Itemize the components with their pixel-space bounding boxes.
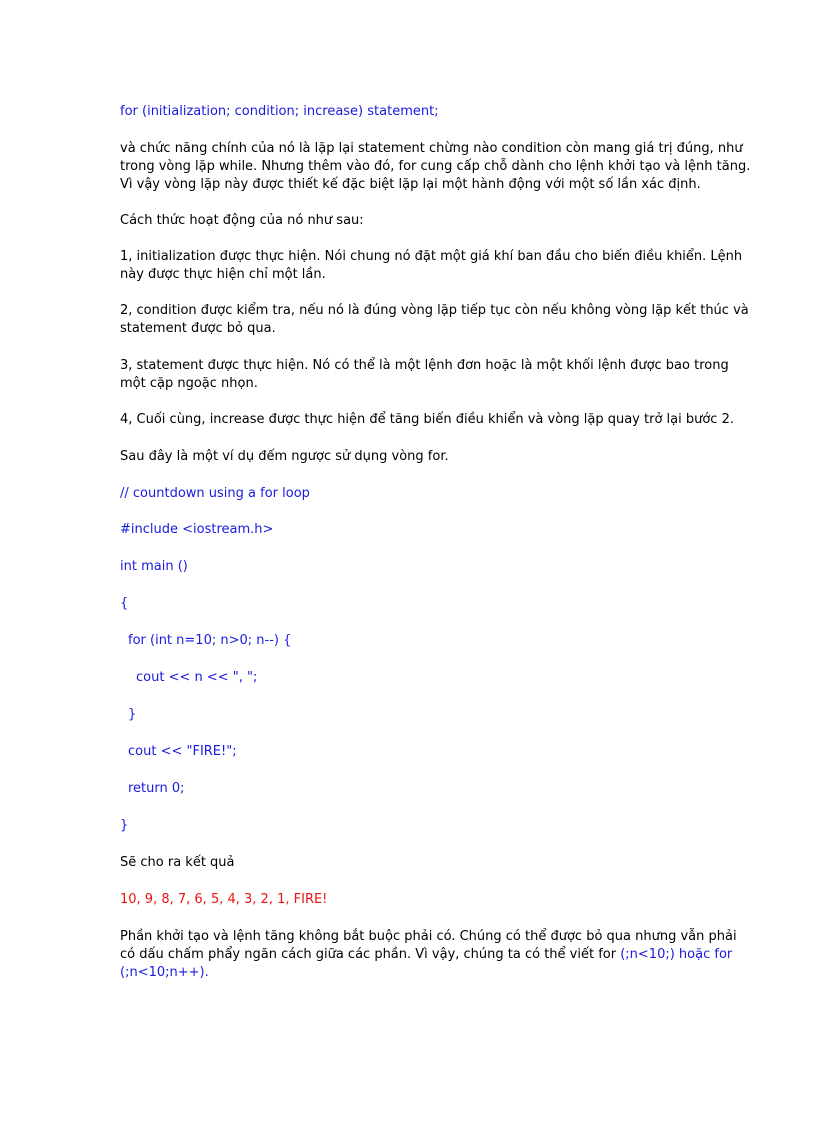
outro-line-1: Phần khởi tạo và lệnh tăng không bắt buộc phải có. Chúng có thể được bỏ qua nhưng vẫn phải [120, 929, 737, 944]
code-for-line: for (int n=10; n>0; n--) { [128, 633, 292, 648]
how-it-works-heading: Cách thức hoạt động của nó như sau: [120, 213, 364, 228]
outro-line-3-code: (;n<10;n++) [120, 965, 205, 980]
outro-line-2-text: có dấu chấm phẩy ngăn cách giữa các phần. Vì vậy, chúng ta có thể viết for [120, 947, 621, 962]
code-cout-n: cout << n << ", "; [136, 670, 258, 685]
step3-line-1: 3, statement được thực hiện. Nó có thể là một lệnh đơn hoặc là một khối lệnh được bao trong [120, 358, 729, 373]
outro-line-3 [120, 964, 710, 982]
code-main: int main () [120, 559, 188, 574]
step2-line-1: 2, condition được kiểm tra, nếu nó là đúng vòng lặp tiếp tục còn nếu không vòng lặp kết thúc và [120, 303, 749, 318]
step2-line-2: statement được bỏ qua. [120, 321, 276, 336]
code-comment: // countdown using a for loop [120, 486, 310, 501]
for-syntax-line: for (initialization; condition; increase) statement; [120, 104, 439, 119]
intro-line-3: Vì vậy vòng lặp này được thiết kế đặc biệt lặp lại một hành động với một số lần xác định. [120, 177, 701, 192]
code-include: #include <iostream.h> [120, 522, 274, 537]
program-output: 10, 9, 8, 7, 6, 5, 4, 3, 2, 1, FIRE! [120, 892, 328, 907]
code-return: return 0; [128, 781, 185, 796]
code-cout-fire: cout << "FIRE!"; [128, 744, 237, 759]
result-label: Sẽ cho ra kết quả [120, 855, 235, 870]
step1-line-1: 1, initialization được thực hiện. Nói chung nó đặt một giá khí ban đầu cho biến điều khiển. Lệnh [120, 249, 743, 264]
step1-line-2: này được thực hiện chỉ một lần. [120, 267, 326, 282]
intro-line-1: và chức năng chính của nó là lặp lại statement chừng nào condition còn mang giá trị đúng, như [120, 141, 743, 156]
code-open-brace: { [120, 596, 129, 611]
intro-line-2: trong vòng lặp while. Nhưng thêm vào đó, for cung cấp chỗ dành cho lệnh khởi tạo và lệnh tăng. [120, 159, 751, 174]
outro-line-2-code: (;n<10;) hoặc for [620, 947, 733, 962]
outro-line-3-end: . [204, 965, 209, 980]
step4-line: 4, Cuối cùng, increase được thực hiện để tăng biến điều khiển và vòng lặp quay trở lại bước 2. [120, 412, 734, 427]
code-close-inner-brace: } [128, 707, 137, 722]
step3-line-2: một cặp ngoặc nhọn. [120, 376, 258, 391]
outro-line-2 [120, 946, 733, 964]
code-close-brace: } [120, 818, 129, 833]
example-intro: Sau đây là một ví dụ đếm ngược sử dụng vòng for. [120, 449, 449, 464]
